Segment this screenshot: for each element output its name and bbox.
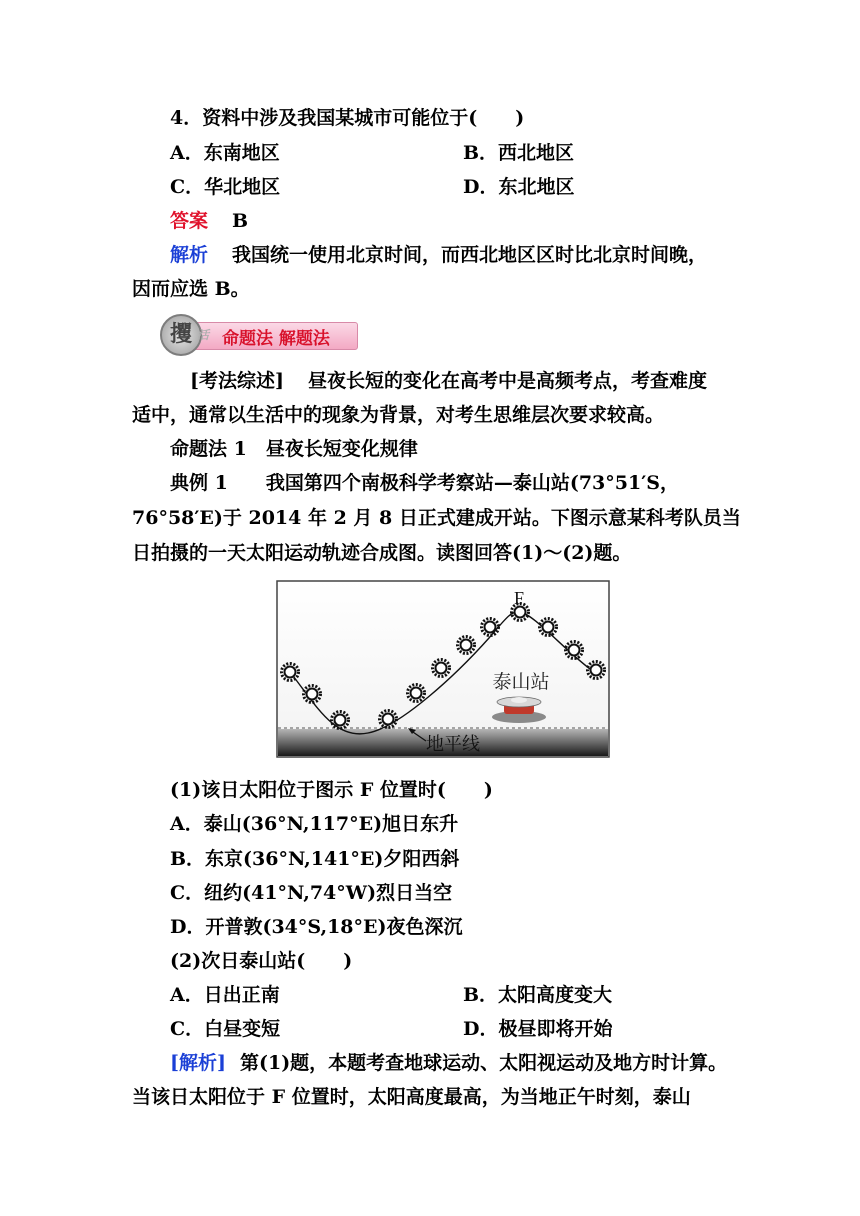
solution-line-2: 当该日太阳位于 F 位置时，太阳高度最高，为当地正午时刻，泰山	[132, 1086, 691, 1108]
analysis-line-1: 我国统一使用北京时间，而西北地区区时比北京时间晚，	[232, 244, 708, 266]
sun-path-figure	[276, 580, 610, 758]
badge-circle-icon: 攫	[160, 314, 202, 356]
method-title: 命题法 1 昼夜长短变化规律	[170, 438, 418, 460]
overview-label: [考法综述]	[190, 370, 284, 392]
sun-path-diagram	[276, 580, 610, 758]
sub2-stem: (2)次日泰山站( )	[170, 950, 353, 972]
overview-line-1: 昼夜长短的变化在高考中是高频考点，考查难度	[307, 370, 707, 392]
analysis-line-2: 因而应选 B。	[132, 278, 250, 300]
sub1-option-d: D．开普敦(34°S,18°E)夜色深沉	[170, 916, 463, 938]
point-f-label: F	[513, 588, 525, 608]
option-d: D．东北地区	[463, 176, 575, 198]
badge-small-text: 活	[197, 328, 210, 342]
example-line-2: 76°58′E)于 2014 年 2 月 8 日正式建成开站。下图示意某科考队员当	[132, 507, 741, 529]
sub1-stem: (1)该日太阳位于图示 F 位置时( )	[170, 779, 493, 801]
answer-value: B	[232, 210, 249, 232]
option-c: C．华北地区	[170, 176, 281, 198]
overview-row	[190, 369, 707, 393]
answer-row	[170, 209, 248, 233]
example-line-1: 我国第四个南极科学考察站—泰山站(73°51′S，	[265, 472, 679, 494]
analysis-row	[170, 243, 707, 267]
sub2-option-d: D．极昼即将开始	[463, 1018, 613, 1040]
solution-line-1: 第(1)题，本题考查地球运动、太阳视运动及地方时计算。	[239, 1052, 728, 1074]
answer-label: 答案	[170, 210, 209, 232]
sub2-option-a: A．日出正南	[170, 984, 280, 1006]
sub2-option-c: C．白昼变短	[170, 1018, 281, 1040]
station-label: 泰山站	[492, 672, 550, 693]
option-a: A．东南地区	[170, 142, 280, 164]
overview-line-2: 适中，通常以生活中的现象为背景，对考生思维层次要求较高。	[132, 404, 665, 426]
example-label: 典例 1	[170, 472, 228, 494]
sub1-option-c: C．纽约(41°N,74°W)烈日当空	[170, 882, 453, 904]
badge-title: 命题法 解题法	[222, 329, 330, 349]
section-badge	[160, 314, 356, 354]
sub1-option-a: A．泰山(36°N,117°E)旭日东升	[170, 813, 459, 835]
horizon-label: 地平线	[426, 734, 480, 754]
sub1-option-b: B．东京(36°N,141°E)夕阳西斜	[170, 848, 460, 870]
question-4-stem: 4．资料中涉及我国某城市可能位于( )	[170, 107, 525, 129]
solution-label: [解析]	[170, 1052, 226, 1074]
example-line-3: 日拍摄的一天太阳运动轨迹合成图。读图回答(1)～(2)题。	[132, 542, 632, 564]
example-row	[170, 471, 679, 495]
option-b: B．西北地区	[463, 142, 575, 164]
solution-row	[170, 1051, 727, 1075]
analysis-label: 解析	[170, 244, 209, 266]
sub2-option-b: B．太阳高度变大	[463, 984, 613, 1006]
